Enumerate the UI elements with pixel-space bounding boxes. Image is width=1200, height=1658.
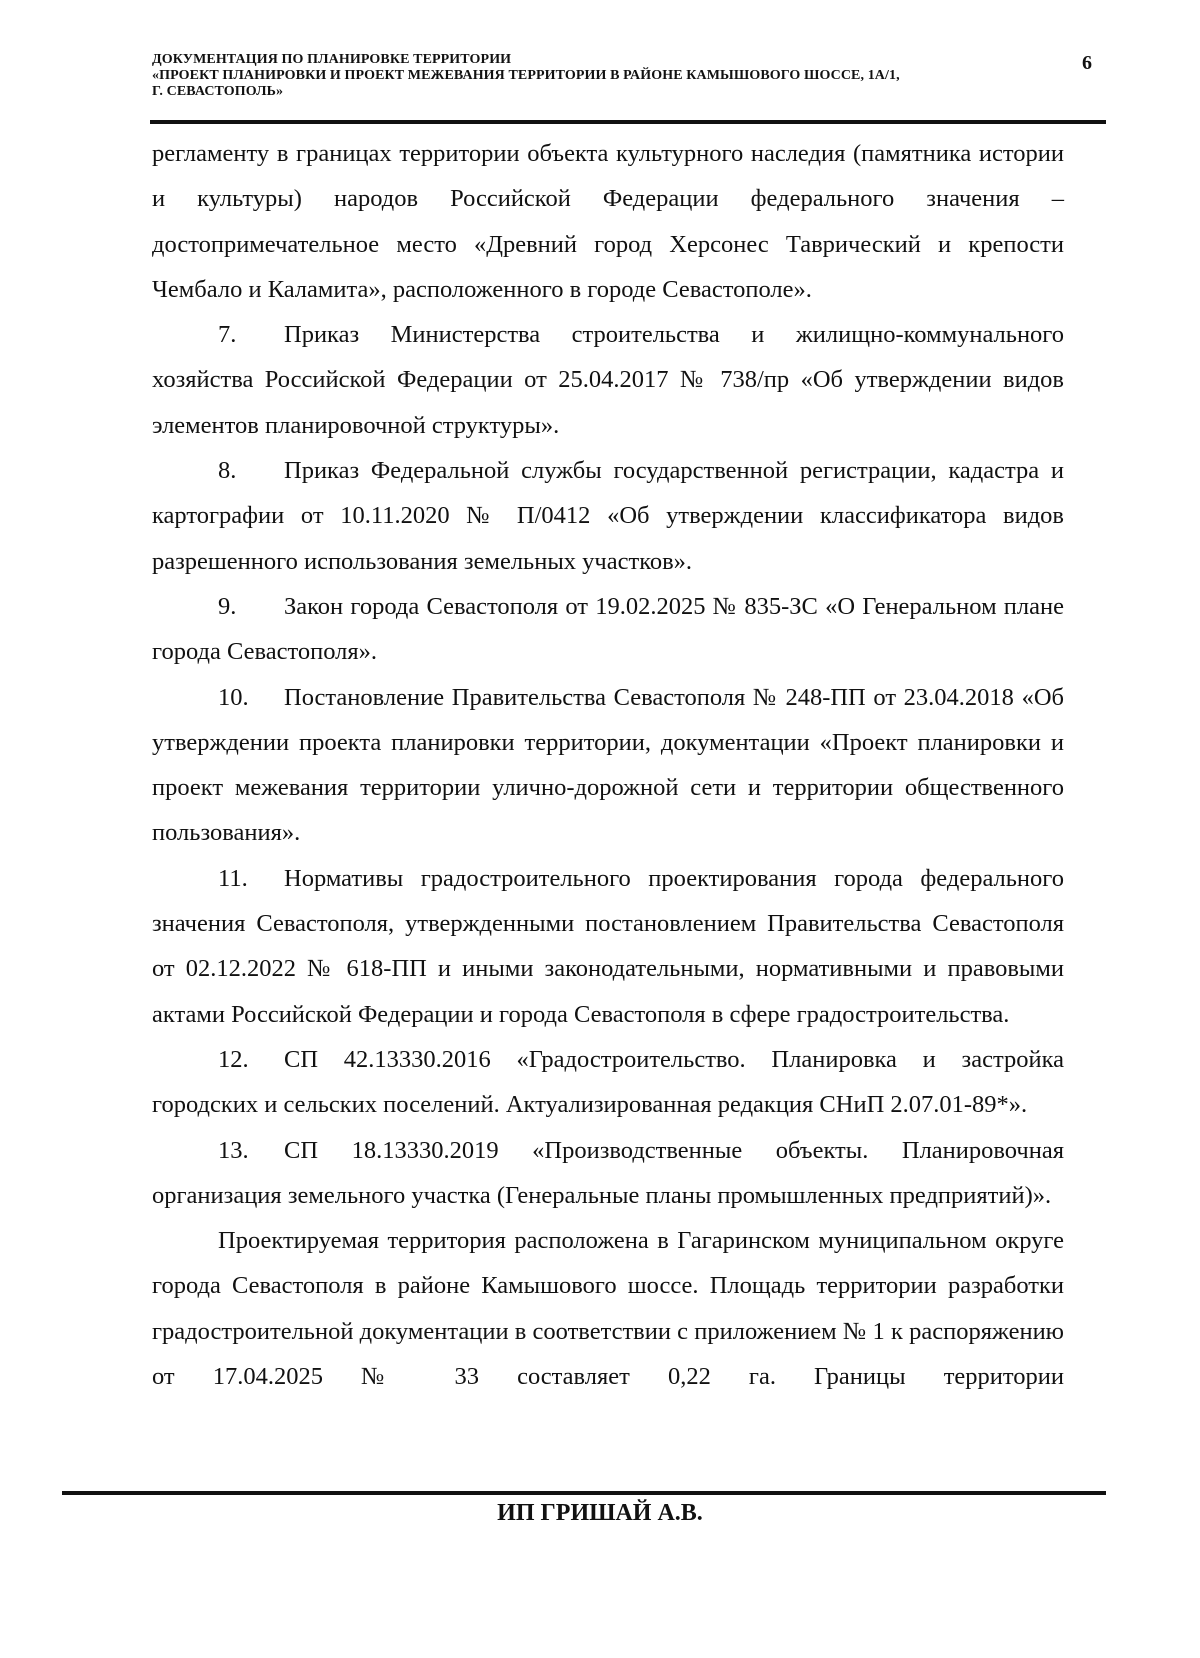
- header-line-2: «ПРОЕКТ ПЛАНИРОВКИ И ПРОЕКТ МЕЖЕВАНИЯ ТЕРРИТОРИИ В РАЙОНЕ КАМЫШОВОГО ШОССЕ, 1А/1,: [152, 68, 900, 83]
- continuation-paragraph: регламенту в границах территории объекта культурного наследия (памятника истории и культуры) народов Российской Федерации федерального значения – достопримечательное место «Древний город Херсонес Таврический и крепости Чембало и Каламита», расположенного в городе Севастополе».: [152, 140, 1064, 303]
- page-number: 6: [1082, 52, 1092, 74]
- list-item-text: СП 42.13330.2016 «Градостроительство. Планировка и застройка городских и сельских поселений. Актуализированная редакция СНиП 2.07.01-89*».: [152, 1045, 1064, 1119]
- footer-divider: [62, 1491, 1106, 1495]
- list-item-text: Закон города Севастополя от 19.02.2025 № 835-ЗС «О Генеральном плане города Севастополя».: [152, 592, 1064, 666]
- list-item-13: [152, 1128, 1064, 1219]
- list-item-number: 13.: [218, 1136, 249, 1164]
- list-item-text: Постановление Правительства Севастополя № 248-ПП от 23.04.2018 «Об утверждении проекта планировки территории, документации «Проект планировки и проект межевания территории улично-дорожной сети и территории общественного пользования».: [152, 683, 1064, 847]
- list-item-text: Приказ Федеральной службы государственной регистрации, кадастра и картографии от 10.11.2020 № П/0412 «Об утверждении классификатора видов разрешенного использования земельных участков».: [152, 457, 1064, 575]
- list-item-text: Приказ Министерства строительства и жилищно-коммунального хозяйства Российской Федерации от 25.04.2017 № 738/пр «Об утверждении видов элементов планировочной структуры».: [152, 321, 1064, 439]
- list-item-number: 7.: [218, 321, 237, 349]
- document-body: [152, 131, 1064, 1399]
- header-line-1: ДОКУМЕНТАЦИЯ ПО ПЛАНИРОВКЕ ТЕРРИТОРИИ: [152, 52, 512, 67]
- list-item-8: [152, 448, 1064, 584]
- list-item-11: [152, 856, 1064, 1037]
- list-item-9: [152, 584, 1064, 675]
- list-item-number: 9.: [218, 592, 237, 620]
- list-item-10: [152, 675, 1064, 856]
- closing-paragraph: Проектируемая территория расположена в Гагаринском муниципальном округе города Севастополя в районе Камышового шоссе. Площадь территории разработки градостроительной документации в соответствии с приложением № 1 к распоряжению от 17.04.2025 № 33 составляет 0,22 га. Границы территории: [152, 1227, 1064, 1391]
- list-item-7: [152, 312, 1064, 448]
- header-divider: [150, 120, 1106, 124]
- list-item-text: Нормативы градостроительного проектирования города федерального значения Севастополя, утвержденными постановлением Правительства Севастополя от 02.12.2022 № 618-ПП и иными законодательными, нормативными и правовыми актами Российской Федерации и города Севастополя в сфере градостроительства.: [152, 864, 1064, 1028]
- list-item-number: 8.: [218, 457, 237, 485]
- list-item-number: 10.: [218, 683, 249, 711]
- list-item-number: 12.: [218, 1045, 249, 1073]
- list-item-12: [152, 1037, 1064, 1128]
- list-item-text: СП 18.13330.2019 «Производственные объекты. Планировочная организация земельного участка (Генеральные планы промышленных предприятий)».: [152, 1136, 1064, 1209]
- list-item-number: 11.: [218, 864, 248, 892]
- header-line-3: Г. СЕВАСТОПОЛЬ»: [152, 84, 284, 99]
- footer-company-name: ИП ГРИШАЙ А.В.: [497, 1500, 703, 1526]
- document-header: [152, 52, 1082, 100]
